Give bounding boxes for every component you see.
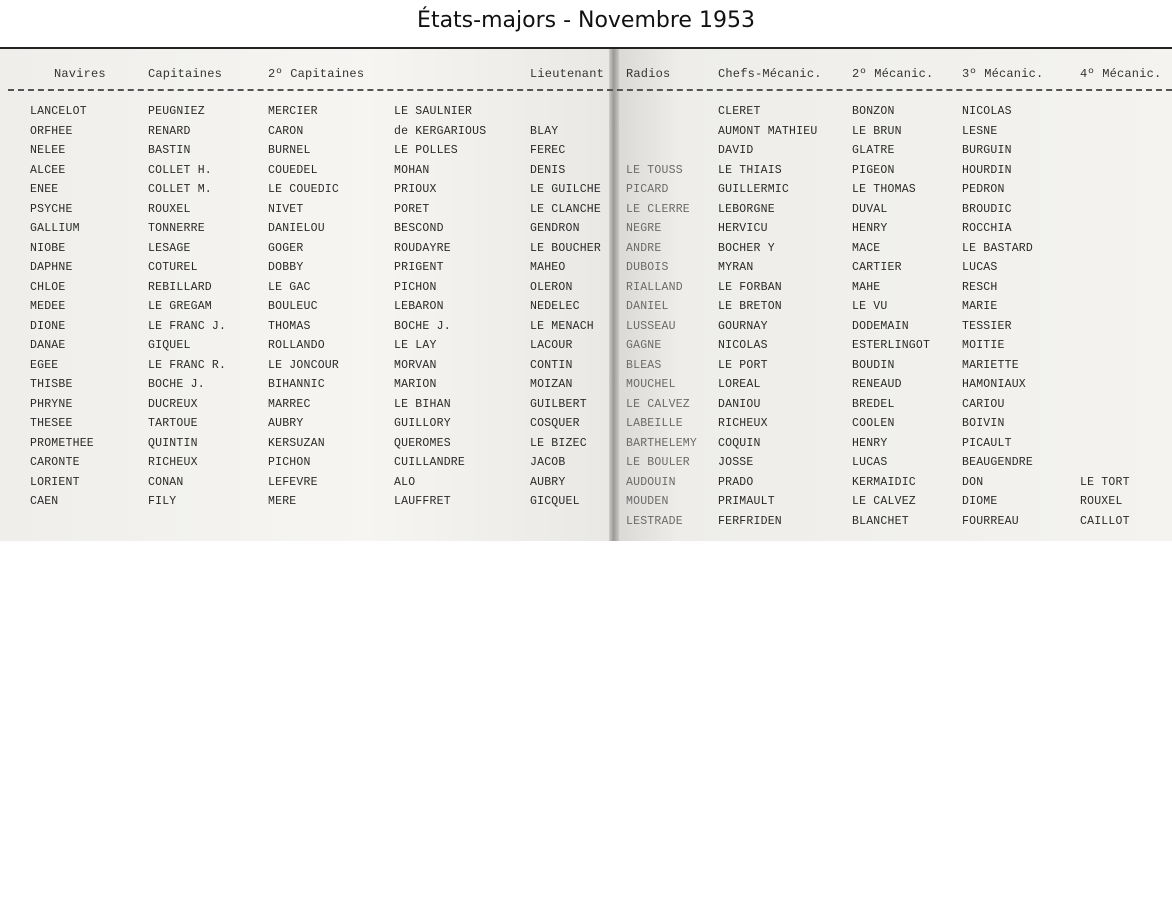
- table-cell: ENEE: [30, 183, 59, 196]
- table-cell: ESTERLINGOT: [852, 339, 931, 352]
- table-cell: DANAE: [30, 339, 66, 352]
- table-cell: LE THOMAS: [852, 183, 916, 196]
- table-cell: GIQUEL: [148, 339, 191, 352]
- table-cell: AUMONT MATHIEU: [718, 124, 818, 138]
- table-cell: COOLEN: [852, 417, 895, 430]
- table-cell: PICHON: [268, 456, 311, 469]
- table-cell: RICHEUX: [148, 456, 198, 469]
- table-cell: DANIELOU: [268, 222, 325, 235]
- table-cell: ROLLANDO: [268, 339, 325, 352]
- table-cell: MEDEE: [30, 300, 66, 313]
- table-cell: RENARD: [148, 124, 191, 138]
- table-cell: BESCOND: [394, 222, 444, 235]
- table-cell: PORET: [394, 202, 430, 216]
- table-cell: GAGNE: [626, 339, 662, 352]
- header-cell: Navires: [54, 67, 106, 81]
- table-cell: ROUXEL: [1080, 495, 1123, 508]
- table-cell: CARTIER: [852, 261, 902, 274]
- table-cell: BURNEL: [268, 144, 311, 157]
- table-cell: LE BIHAN: [394, 397, 451, 411]
- table-cell: GLATRE: [852, 144, 895, 157]
- table-cell: CARON: [268, 124, 304, 138]
- book-gutter: [609, 49, 619, 541]
- table-cell: LE FORBAN: [718, 280, 782, 294]
- table-cell: DIONE: [30, 319, 66, 333]
- table-cell: LOREAL: [718, 378, 761, 391]
- table-cell: BLAY: [530, 124, 559, 138]
- table-cell: LE SAULNIER: [394, 105, 473, 118]
- table-cell: PRIMAULT: [718, 495, 775, 508]
- table-cell: DANIEL: [626, 300, 669, 313]
- table-cell: DAVID: [718, 144, 754, 157]
- table-cell: MERCIER: [268, 105, 318, 118]
- table-cell: THOMAS: [268, 319, 311, 333]
- table-cell: COLLET M.: [148, 183, 212, 196]
- table-cell: LE JONCOUR: [268, 358, 340, 372]
- table-cell: MOUCHEL: [626, 378, 676, 391]
- table-cell: DUCREUX: [148, 397, 198, 411]
- table-cell: MARIETTE: [962, 358, 1019, 372]
- table-cell: MORVAN: [394, 358, 437, 372]
- table-cell: NIVET: [268, 202, 304, 216]
- table-cell: PSYCHE: [30, 202, 73, 216]
- table-cell: RIALLAND: [626, 280, 683, 294]
- table-cell: BOIVIN: [962, 417, 1005, 430]
- table-cell: DENIS: [530, 163, 566, 177]
- table-cell: BIHANNIC: [268, 378, 325, 391]
- table-cell: GUILLORY: [394, 417, 451, 430]
- table-cell: PROMETHEE: [30, 436, 94, 450]
- table-cell: LE GUILCHE: [530, 183, 602, 196]
- table-cell: MAHE: [852, 280, 881, 294]
- table-cell: LE PORT: [718, 358, 768, 372]
- table-cell: LACOUR: [530, 339, 573, 352]
- table-cell: DANIOU: [718, 397, 761, 411]
- table-cell: LUCAS: [852, 456, 888, 469]
- table-cell: de KERGARIOUS: [394, 124, 487, 138]
- page-title: États-majors - Novembre 1953: [417, 8, 755, 33]
- table-cell: RESCH: [962, 280, 998, 294]
- table-cell: DIOME: [962, 495, 998, 508]
- table-cell: BARTHELEMY: [626, 436, 698, 450]
- table-cell: PICARD: [626, 183, 669, 196]
- table-cell: LUSSEAU: [626, 319, 676, 333]
- table-cell: BURGUIN: [962, 144, 1012, 157]
- table-cell: LEBORGNE: [718, 202, 775, 216]
- table-cell: TONNERRE: [148, 222, 205, 235]
- header-cell: 2º Mécanic.: [852, 67, 934, 81]
- table-cell: LUCAS: [962, 261, 998, 274]
- table-cell: LEFEVRE: [268, 475, 318, 489]
- table-cell: FEREC: [530, 144, 566, 157]
- table-cell: TARTOUE: [148, 417, 198, 430]
- table-cell: CARONTE: [30, 456, 80, 469]
- table-cell: CONTIN: [530, 358, 573, 372]
- table-cell: BEAUGENDRE: [962, 456, 1034, 469]
- table-cell: NICOLAS: [962, 105, 1012, 118]
- table-cell: NIOBE: [30, 241, 66, 255]
- table-cell: MARREC: [268, 397, 311, 411]
- table-cell: QUEROMES: [394, 436, 451, 450]
- table-cell: PEUGNIEZ: [148, 105, 205, 118]
- table-cell: PHRYNE: [30, 397, 73, 411]
- table-cell: LE POLLES: [394, 144, 458, 157]
- table-cell: KERSUZAN: [268, 436, 325, 450]
- table-cell: MOITIE: [962, 339, 1005, 352]
- table-cell: MACE: [852, 241, 881, 255]
- table-cell: DUVAL: [852, 202, 888, 216]
- table-cell: LE TOUSS: [626, 163, 683, 177]
- table-cell: DON: [962, 475, 984, 489]
- header-cell: Chefs-Mécanic.: [718, 67, 822, 81]
- table-cell: PICAULT: [962, 436, 1012, 450]
- right-page: [612, 49, 1172, 541]
- table-cell: QUINTIN: [148, 436, 198, 450]
- table-cell: COUEDEL: [268, 163, 318, 177]
- table-cell: NEDELEC: [530, 300, 580, 313]
- table-cell: ROCCHIA: [962, 222, 1012, 235]
- table-cell: MOIZAN: [530, 378, 573, 391]
- table-cell: JACOB: [530, 456, 566, 469]
- table-cell: GOURNAY: [718, 319, 768, 333]
- table-cell: GUILLERMIC: [718, 183, 790, 196]
- table-cell: CAEN: [30, 495, 59, 508]
- table-cell: DOBBY: [268, 261, 304, 274]
- table-cell: COSQUER: [530, 417, 580, 430]
- table-cell: NELEE: [30, 144, 66, 157]
- table-cell: BOCHER Y: [718, 241, 775, 255]
- table-cell: MYRAN: [718, 261, 754, 274]
- table-cell: ROUDAYRE: [394, 241, 451, 255]
- table-cell: DUBOIS: [626, 261, 669, 274]
- table-cell: HENRY: [852, 222, 888, 235]
- table-cell: LESTRADE: [626, 514, 683, 528]
- header-cell: 4º Mécanic.: [1080, 67, 1162, 81]
- table-cell: BOCHE J.: [148, 378, 205, 391]
- table-cell: GENDRON: [530, 222, 580, 235]
- table-cell: HOURDIN: [962, 163, 1012, 177]
- table-cell: BREDEL: [852, 397, 895, 411]
- table-cell: PIGEON: [852, 163, 895, 177]
- table-cell: EGEE: [30, 358, 59, 372]
- table-cell: LORIENT: [30, 475, 80, 489]
- table-cell: COQUIN: [718, 436, 761, 450]
- table-cell: MAHEO: [530, 261, 566, 274]
- table-cell: GUILBERT: [530, 397, 587, 411]
- register-photo: [0, 47, 1172, 541]
- table-cell: LE COUEDIC: [268, 183, 340, 196]
- table-cell: ALO: [394, 475, 416, 489]
- table-cell: NEGRE: [626, 222, 662, 235]
- table-cell: HERVICU: [718, 222, 768, 235]
- table-cell: GALLIUM: [30, 222, 80, 235]
- table-cell: FOURREAU: [962, 514, 1019, 528]
- table-cell: LE MENACH: [530, 319, 594, 333]
- table-cell: LE TORT: [1080, 475, 1130, 489]
- table-cell: FERFRIDEN: [718, 514, 782, 528]
- table-cell: MERE: [268, 495, 297, 508]
- table-cell: LE CLANCHE: [530, 202, 602, 216]
- table-cell: LE FRANC J.: [148, 319, 227, 333]
- table-cell: HENRY: [852, 436, 888, 450]
- table-cell: CAILLOT: [1080, 514, 1130, 528]
- table-cell: LANCELOT: [30, 105, 87, 118]
- table-cell: AUDOUIN: [626, 475, 676, 489]
- table-cell: GOGER: [268, 241, 304, 255]
- table-cell: DAPHNE: [30, 261, 73, 274]
- table-cell: GICQUEL: [530, 495, 580, 508]
- table-cell: LE BOUCHER: [530, 241, 602, 255]
- table-cell: LE GAC: [268, 280, 311, 294]
- table-cell: PRIOUX: [394, 183, 437, 196]
- table-cell: CLERET: [718, 105, 761, 118]
- table-cell: DODEMAIN: [852, 319, 909, 333]
- table-cell: LE THIAIS: [718, 163, 782, 177]
- table-cell: NICOLAS: [718, 339, 768, 352]
- table-cell: REBILLARD: [148, 280, 212, 294]
- table-cell: PEDRON: [962, 183, 1005, 196]
- table-cell: LE BASTARD: [962, 241, 1034, 255]
- table-cell: BROUDIC: [962, 202, 1012, 216]
- table-cell: ROUXEL: [148, 202, 191, 216]
- table-cell: COTUREL: [148, 261, 198, 274]
- header-cell: 3º Mécanic.: [962, 67, 1044, 81]
- table-cell: AUBRY: [530, 475, 566, 489]
- table-cell: LE BOULER: [626, 456, 690, 469]
- table-cell: HAMONIAUX: [962, 378, 1026, 391]
- table-cell: LESAGE: [148, 241, 191, 255]
- table-cell: CUILLANDRE: [394, 456, 466, 469]
- table-cell: LE CALVEZ: [626, 397, 690, 411]
- table-cell: LE BRETON: [718, 300, 782, 313]
- table-cell: LE CALVEZ: [852, 495, 916, 508]
- table-cell: TESSIER: [962, 319, 1012, 333]
- table-cell: COLLET H.: [148, 163, 212, 177]
- table-cell: MARION: [394, 378, 437, 391]
- table-cell: RICHEUX: [718, 417, 768, 430]
- table-cell: KERMAIDIC: [852, 475, 916, 489]
- table-cell: PICHON: [394, 280, 437, 294]
- table-cell: LE GREGAM: [148, 300, 212, 313]
- table-cell: CHLOE: [30, 280, 66, 294]
- table-cell: RENEAUD: [852, 378, 902, 391]
- table-cell: ANDRE: [626, 241, 662, 255]
- table-cell: ORFHEE: [30, 124, 73, 138]
- table-cell: LE VU: [852, 300, 888, 313]
- table-cell: MARIE: [962, 300, 998, 313]
- table-cell: PRIGENT: [394, 261, 444, 274]
- table-cell: BLEAS: [626, 358, 662, 372]
- table-cell: BOCHE J.: [394, 319, 451, 333]
- header-cell: Lieutenant: [530, 67, 605, 81]
- table-cell: LE BIZEC: [530, 436, 587, 450]
- header-cell: 2º Capitaines: [268, 67, 365, 81]
- table-cell: LESNE: [962, 124, 998, 138]
- table-cell: AUBRY: [268, 417, 304, 430]
- table-cell: MOUDEN: [626, 495, 669, 508]
- header-rule: [8, 89, 1172, 91]
- table-cell: FILY: [148, 495, 177, 508]
- table-cell: JOSSE: [718, 456, 754, 469]
- table-cell: CONAN: [148, 475, 184, 489]
- table-cell: LABEILLE: [626, 417, 683, 430]
- table-cell: BONZON: [852, 105, 895, 118]
- table-cell: OLERON: [530, 280, 573, 294]
- table-cell: LAUFFRET: [394, 495, 451, 508]
- table-cell: LE LAY: [394, 339, 437, 352]
- table-cell: CARIOU: [962, 397, 1005, 411]
- table-cell: LE BRUN: [852, 124, 902, 138]
- table-cell: ALCEE: [30, 163, 66, 177]
- table-cell: THISBE: [30, 378, 73, 391]
- table-cell: MOHAN: [394, 163, 430, 177]
- table-cell: BOULEUC: [268, 300, 318, 313]
- table-cell: BLANCHET: [852, 514, 909, 528]
- table-cell: LE FRANC R.: [148, 358, 227, 372]
- table-cell: THESEE: [30, 417, 73, 430]
- table-cell: LEBARON: [394, 300, 444, 313]
- header-cell: Capitaines: [148, 67, 223, 81]
- table-cell: LE CLERRE: [626, 202, 690, 216]
- header-cell: Radios: [626, 67, 671, 81]
- table-cell: BASTIN: [148, 144, 191, 157]
- table-cell: BOUDIN: [852, 358, 895, 372]
- table-cell: PRADO: [718, 475, 754, 489]
